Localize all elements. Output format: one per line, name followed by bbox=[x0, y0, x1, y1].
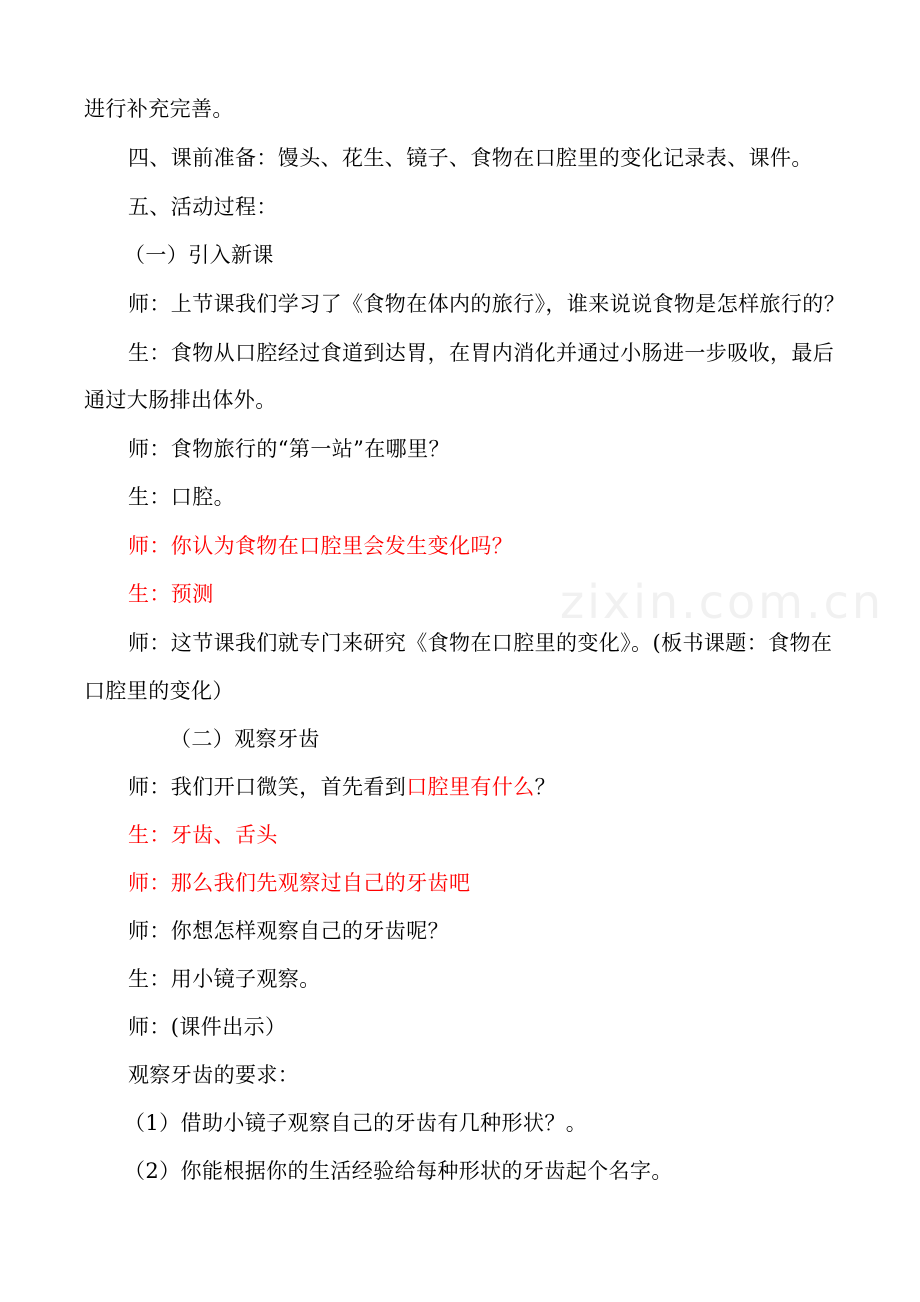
text-line-teacher-courseware: 师：(课件出示） bbox=[128, 1015, 287, 1039]
watermark: zixin.com.cn bbox=[560, 575, 885, 629]
text-line-section-intro: （一）引入新课 bbox=[124, 243, 274, 267]
text-line-requirements-title: 观察牙齿的要求： bbox=[128, 1063, 300, 1087]
text-segment-smile-prefix: 师：我们开口微笑，首先看到 bbox=[128, 775, 407, 799]
text-line-preparation: 四、课前准备：馒头、花生、镜子、食物在口腔里的变化记录表、课件。 bbox=[128, 146, 813, 170]
text-line-supplement: 进行补充完善。 bbox=[84, 97, 234, 121]
text-segment-student-prefix: 生： bbox=[128, 823, 171, 847]
text-line-teacher-question-travel: 师：上节课我们学习了《食物在体内的旅行》，谁来说说食物是怎样旅行的？ bbox=[128, 292, 846, 316]
text-line-teacher-first-stop: 师：食物旅行的“第一站”在哪里？ bbox=[128, 437, 450, 461]
text-line-teacher-topic-1: 师：这节课我们就专门来研究《食物在口腔里的变化》。(板书课题：食物在 bbox=[128, 631, 833, 655]
text-segment-what-in-mouth: 口腔里有什么 bbox=[406, 775, 535, 799]
text-line-teacher-how-observe: 师：你想怎样观察自己的牙齿呢？ bbox=[128, 919, 449, 943]
text-line-student-predict: 生：预测 bbox=[128, 582, 214, 606]
text-line-teacher-observe-own-teeth: 师：那么我们先观察过自己的牙齿吧 bbox=[128, 871, 471, 895]
text-line-student-mouth: 生：口腔。 bbox=[128, 485, 235, 509]
text-line-student-mirror: 生：用小镜子观察。 bbox=[128, 967, 321, 991]
text-line-student-teeth-tongue bbox=[128, 820, 888, 850]
text-segment-question-mark: ？ bbox=[534, 775, 557, 799]
text-line-activity-process: 五、活动过程： bbox=[128, 195, 278, 219]
text-line-section-observe-teeth: （二）观察牙齿 bbox=[170, 727, 320, 751]
text-line-student-answer-1: 生：食物从口腔经过食道到达胃，在胃内消化并通过小肠进一步吸收，最后 bbox=[128, 341, 835, 365]
text-line-requirement-1: （1）借助小镜子观察自己的牙齿有几种形状？。 bbox=[124, 1111, 588, 1135]
text-line-requirement-2: （2）你能根据你的生活经验给每种形状的牙齿起个名字。 bbox=[124, 1159, 673, 1183]
text-line-teacher-change-question: 师：你认为食物在口腔里会发生变化吗？ bbox=[128, 534, 514, 558]
text-line-teacher-smile bbox=[128, 772, 888, 802]
text-line-teacher-topic-2: 口腔里的变化） bbox=[84, 679, 234, 703]
text-segment-teeth-tongue: 牙齿、舌头 bbox=[170, 823, 278, 847]
text-line-student-answer-2: 通过大肠排出体外。 bbox=[84, 388, 277, 412]
